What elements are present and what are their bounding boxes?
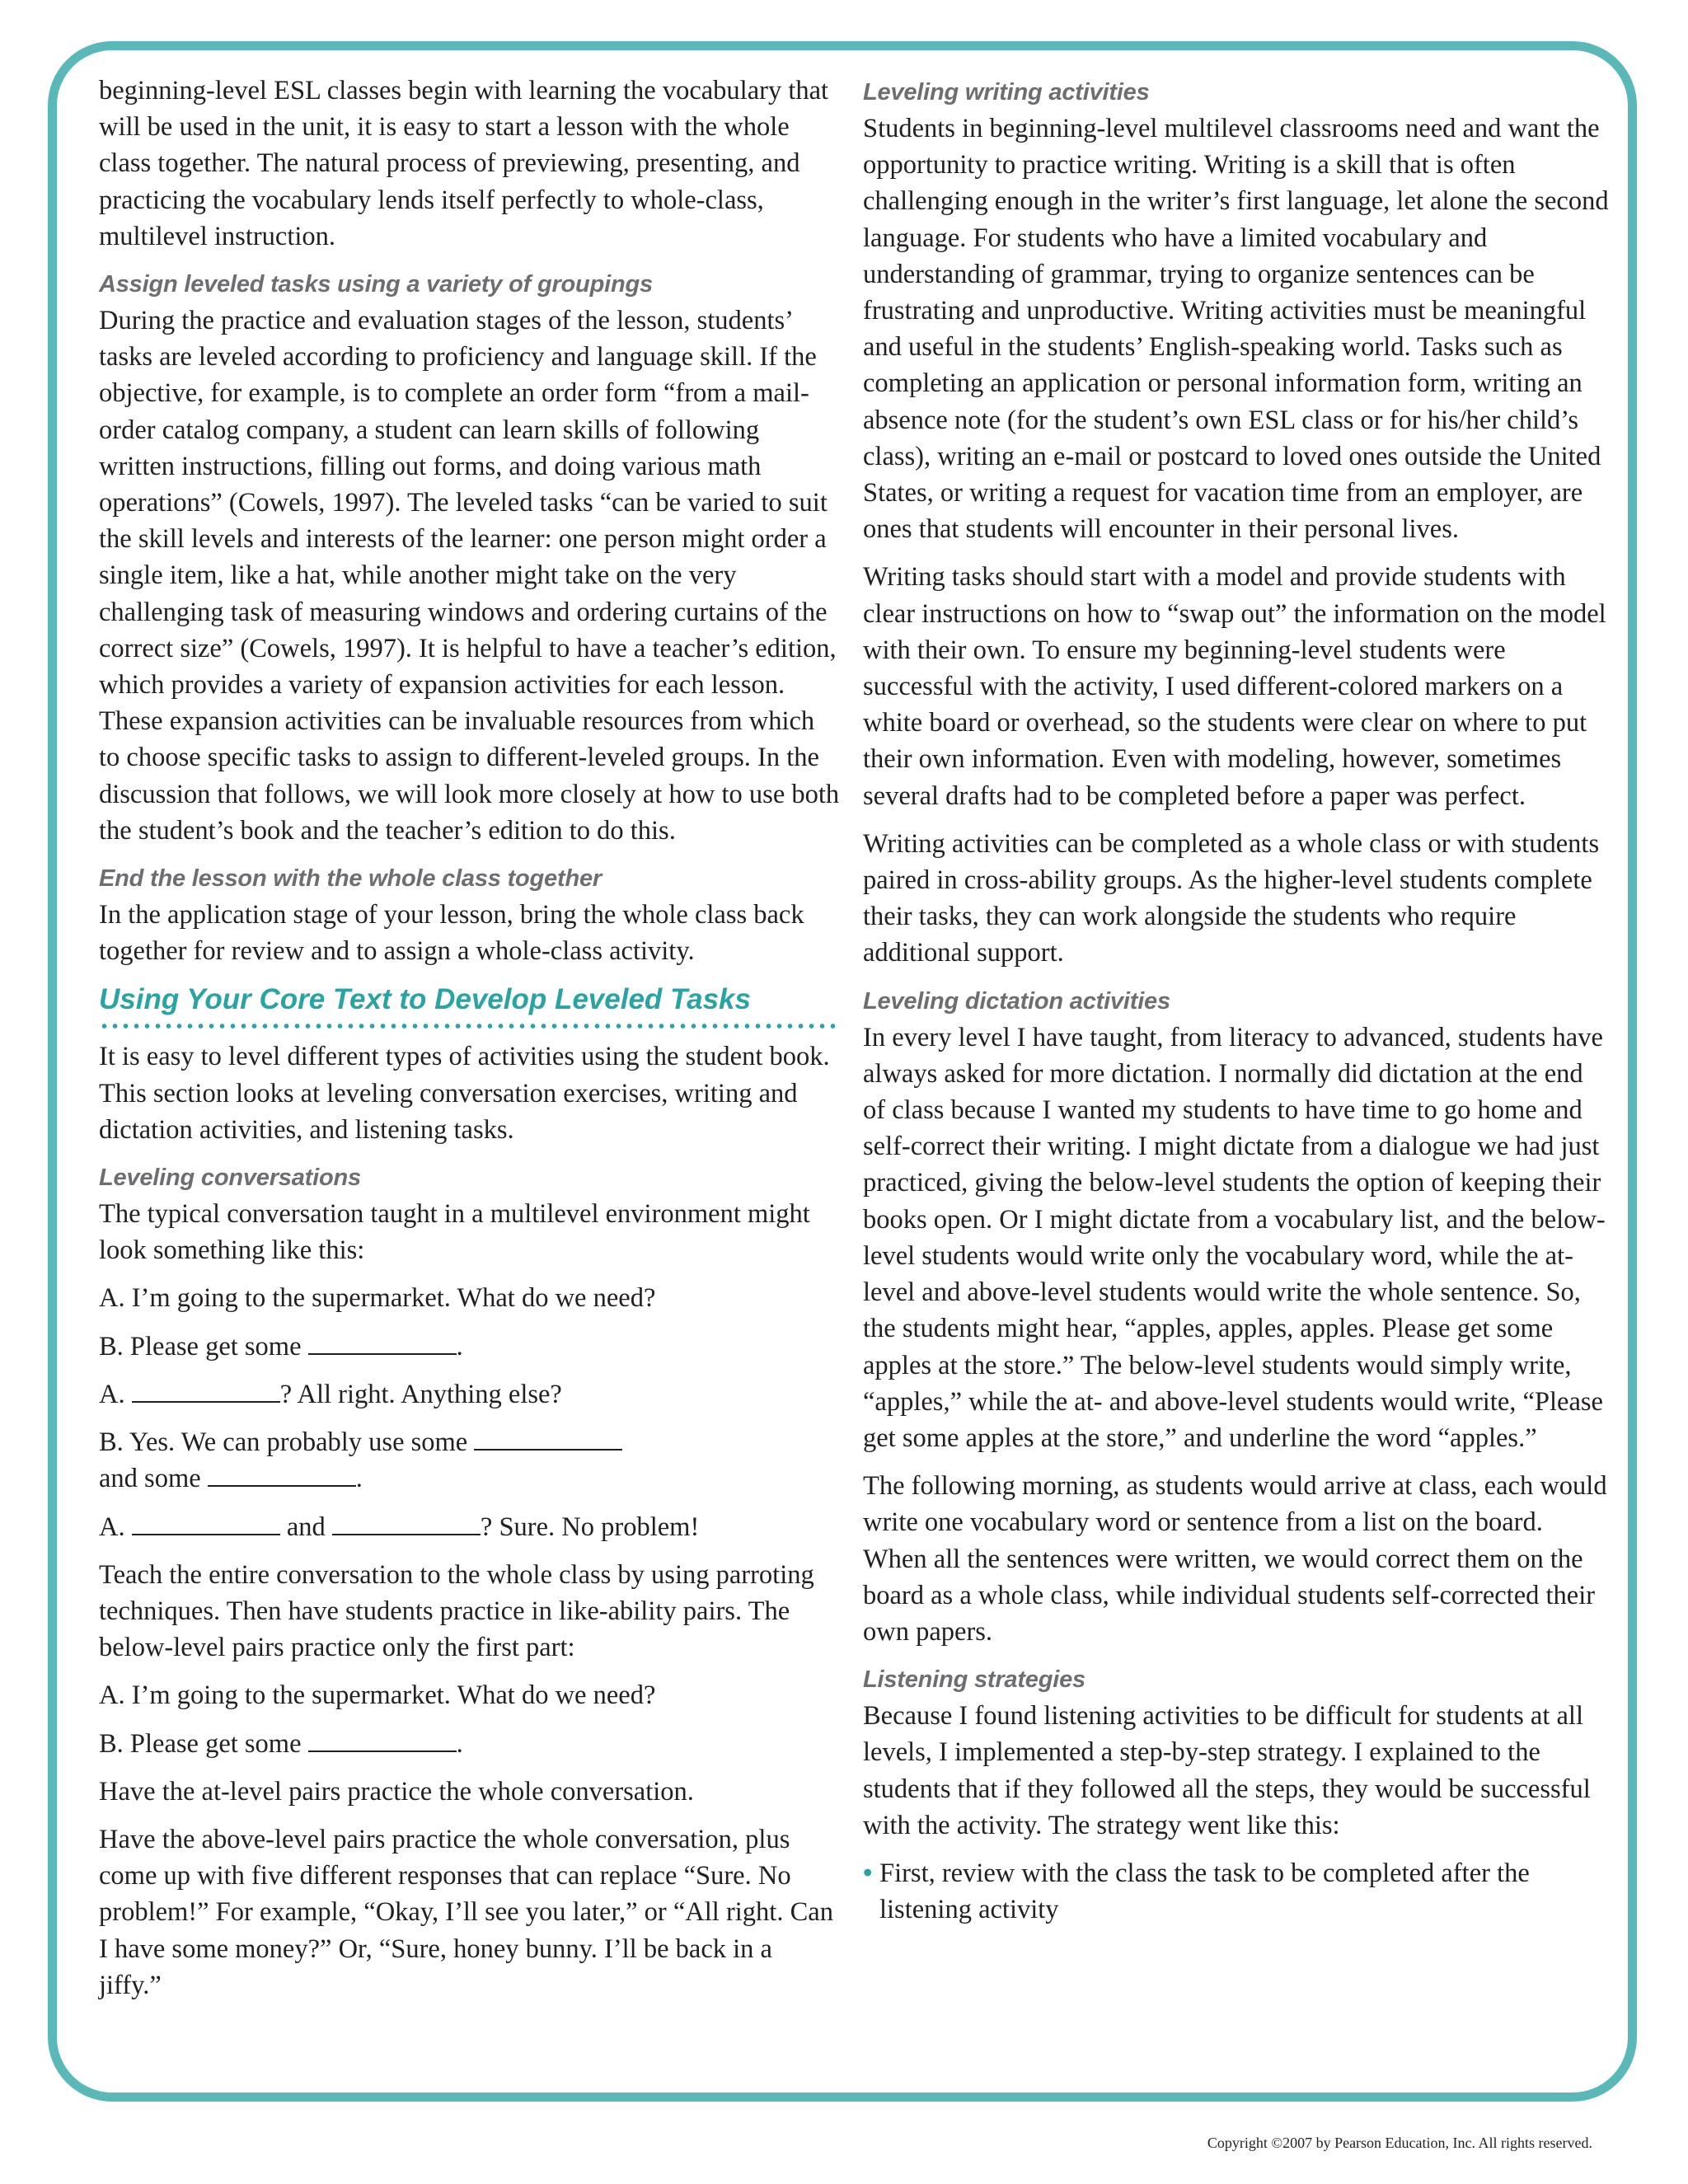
section-intro-paragraph: It is easy to level different types of activities using the student book. This section looks at leveling conversation exercises, writing and dictation activities, and listening tasks. (99, 1042, 830, 1145)
writing-paragraph-1: Students in beginning-level multilevel classrooms need and want the opportunity to practice writing. Writing is a skill that is often challenging enough in the writer’s first language, let alone the second language. For students who have a limited vocabulary and understanding of grammar, trying to organize sentences can be frustrating and unproductive. Writing activities must be meaningful and useful in the students’ English-speaking world. Tasks such as completing an application or personal information form, writing an absence note (for the student’s own ESL class or for his/her child’s class), writing an e-mail or postcard to loved ones outside the United States, or writing a request for vacation time from an employer, are ones that students will encounter in their personal lives. (863, 114, 1609, 545)
above-level-paragraph: Have the above-level pairs practice the whole conversation, plus come up with five different responses that can replace “Sure. No problem!” For example, “Okay, I’ll see you later,” or “All right. Can I have some money?” Or, “Sure, honey bunny. I’ll be back in a jiffy.” (99, 1824, 833, 2000)
intro-paragraph: beginning-level ESL classes begin with learning the vocabulary that will be used in the unit, it is easy to start a lesson with the whole class together. The natural process of previewing, presenting, and practicing the vocabulary lends itself perfectly to whole-class, multilevel instruction. (99, 76, 829, 251)
writing-paragraph-2: Writing tasks should start with a model and provide students with clear instructions on how to “swap out” the information on the model with their own. To ensure my beginning-level students were successful with the activity, I used different-colored markers on a white board or overhead, so the students were clear on where to put their own information. Even with modeling, however, sometimes several drafts had to be completed before a paper was perfect. (863, 562, 1606, 811)
dialogue-line: A. and ? Sure. No problem! (99, 1511, 700, 1542)
dialogue-line: A. I’m going to the supermarket. What do we need? (99, 1283, 656, 1314)
writing-paragraph-3: Writing activities can be completed as a whole class or with students paired in cross-ability groups. As the higher-level students complete their tasks, they can work alongside the students who require additional support. (863, 828, 1600, 968)
assign-tasks-heading: Assign leveled tasks using a variety of groupings (99, 271, 653, 298)
left-column (99, 73, 841, 2015)
conversations-paragraph: The typical conversation taught in a multilevel environment might look something like this: (99, 1199, 810, 1266)
leveling-dictation-heading: Leveling dictation activities (863, 987, 1170, 1015)
end-lesson-paragraph: In the application stage of your lesson, bring the whole class back together for review and to assign a whole-class activity. (99, 900, 804, 967)
dialogue-line: A. I’m going to the supermarket. What do we need? (99, 1680, 656, 1711)
dictation-paragraph-2: The following morning, as students would arrive at class, each would write one vocabulary word or sentence from a list on the board. When all the sentences were written, we would correct them on the board as a whole class, while individual students self-corrected their own papers. (863, 1471, 1607, 1647)
dialogue-line: B. Please get some . (99, 1728, 463, 1759)
fill-in-blank (474, 1426, 622, 1451)
copyright-notice: Copyright ©2007 by Pearson Education, Inc. All rights reserved. (1207, 2135, 1592, 2151)
dialogue-line: B. Please get some . (99, 1331, 463, 1361)
teach-paragraph: Teach the entire conversation to the whole class by using parroting techniques. Then have students practice in like-ability pairs. The below-level pairs practice only the first part: (99, 1559, 814, 1663)
fill-in-blank (308, 1727, 457, 1752)
fill-in-blank (208, 1462, 356, 1487)
dialogue-line: B. Yes. We can probably use some and some . (99, 1424, 841, 1497)
leveling-conversations-heading: Leveling conversations (99, 1165, 361, 1192)
dictation-paragraph-1: In every level I have taught, from literacy to advanced, students have always asked for more dictation. I normally did dictation at the end of class because I wanted my students to have time to go home and self-correct their writing. I might dictate from a dialogue we had just practiced, giving the below-level students the option of keeping their books open. Or I might dictate from a vocabulary list, and the below-level students would write only the vocabulary word, while the at-level and above-level students would write the whole sentence. So, the students might hear, “apples, apples, apples. Please get some apples at the store.” The below-level students would simply write, “apples,” while the at- and above-level students would write, “Please get some apples at the store,” and underline the word “apples.” (863, 1022, 1606, 1453)
strategy-bullet-list (863, 1855, 1609, 1928)
fill-in-blank (308, 1330, 457, 1355)
dialogue-short (99, 1677, 841, 1761)
list-item-text: First, review with the class the task to be completed after the listening activity (879, 1858, 1530, 1925)
leveling-writing-heading: Leveling writing activities (863, 79, 1150, 105)
listening-strategies-heading: Listening strategies (863, 1666, 1085, 1694)
at-level-paragraph: Have the at-level pairs practice the whole conversation. (99, 1776, 694, 1807)
fill-in-blank (332, 1511, 481, 1535)
section-title: Using Your Core Text to Develop Leveled Tasks (99, 983, 751, 1016)
assign-tasks-paragraph: During the practice and evaluation stages of the lesson, students’ tasks are leveled according to proficiency and language skill. If the objective, for example, is to complete an order form “from a mail-order catalog company, a student can learn skills of following written instructions, filling out forms, and doing various math operations” (Cowels, 1997). The leveled tasks “can be varied to suit the skill levels and interests of the learner: one person might order a single item, like a hat, while another might take on the very challenging task of measuring windows and ordering curtains of the correct size” (Cowels, 1997). It is helpful to have a teacher’s edition, which provides a variety of expansion activities for each lesson. These expansion activities can be invaluable resources from which to choose specific tasks to assign to different-leveled groups. In the discussion that follows, we will look more closely at how to use both the student’s book and the teacher’s edition to do this. (99, 306, 840, 846)
section-title-dotted-rule (99, 1024, 841, 1029)
dialogue-full (99, 1280, 841, 1544)
list-item (863, 1855, 1609, 1928)
end-lesson-heading: End the lesson with the whole class together (99, 865, 602, 893)
listening-paragraph: Because I found listening activities to be difficult for students at all levels, I implemented a step-by-step strategy. I explained to the students that if they followed all the steps, they would be successful with the activity. The strategy went like this: (863, 1701, 1591, 1840)
bullet-icon: • (863, 1858, 873, 1888)
dialogue-line: A. ? All right. Anything else? (99, 1379, 562, 1409)
fill-in-blank (132, 1511, 280, 1535)
right-column (863, 73, 1609, 1928)
fill-in-blank (132, 1378, 280, 1403)
